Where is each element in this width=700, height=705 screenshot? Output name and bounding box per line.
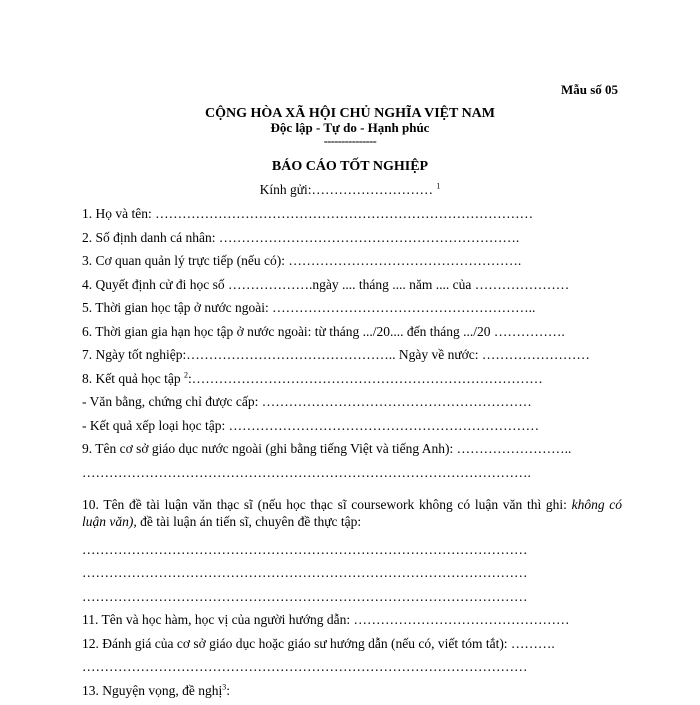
field-managing-agency[interactable]: 3. Cơ quan quản lý trực tiếp (nếu có): ……………………………………………. bbox=[82, 252, 622, 276]
field-graduation-date[interactable]: 7. Ngày tốt nghiệp:……………………………………….. Ngày về nước: …………………… bbox=[82, 346, 622, 370]
blank-spacer bbox=[82, 481, 622, 496]
nation-name: CỘNG HÒA XÃ HỘI CHỦ NGHĨA VIỆT NAM bbox=[0, 106, 700, 121]
field-study-decision[interactable]: 4. Quyết định cử đi học số ……………….ngày .... tháng .... năm .... của ………………… bbox=[82, 276, 622, 300]
field-academic-ranking[interactable]: - Kết quả xếp loại học tập: …………………………………………………………… bbox=[82, 417, 622, 441]
field-study-period[interactable]: 5. Thời gian học tập ở nước ngoài: ………………………………………………….. bbox=[82, 299, 622, 323]
field-supervisor[interactable]: 11. Tên và học hàm, học vị của người hướng dẫn: ………………………………………… bbox=[82, 611, 622, 635]
thesis-title-note: không có luận văn), bbox=[82, 497, 622, 529]
wishes-colon: : bbox=[226, 683, 230, 698]
field-foreign-institution-continued[interactable]: ………………………………………………………………………………………. bbox=[82, 464, 622, 481]
document-title: BÁO CÁO TỐT NGHIỆP bbox=[0, 159, 700, 175]
study-results-label: 8. Kết quả học tập bbox=[82, 371, 184, 386]
field-full-name[interactable]: 1. Họ và tên: ………………………………………………………………………… bbox=[82, 205, 622, 229]
form-number: Mẫu số 05 bbox=[561, 82, 618, 98]
field-study-results[interactable] bbox=[82, 370, 622, 394]
thesis-title-text: 10. Tên đề tài luận văn thạc sĩ (nếu học thạc sĩ coursework không có luận văn thì ghi: bbox=[82, 497, 572, 512]
field-extension-period[interactable]: 6. Thời gian gia hạn học tập ở nước ngoài: từ tháng .../20.... đến tháng .../20 ……………. bbox=[82, 323, 622, 347]
report-form-body bbox=[82, 205, 622, 705]
footnote-marker: 3 bbox=[222, 682, 226, 691]
thesis-title-text-end: đề tài luận án tiến sĩ, chuyên đề thực tập: bbox=[137, 514, 361, 529]
field-evaluation-continued[interactable]: ……………………………………………………………………………………… bbox=[82, 658, 622, 682]
field-thesis-title-line-1[interactable]: ……………………………………………………………………………………… bbox=[82, 541, 622, 565]
field-degree-certificate[interactable]: - Văn bằng, chứng chỉ được cấp: …………………………………………………… bbox=[82, 393, 622, 417]
header-divider: --------------- bbox=[0, 135, 700, 147]
field-thesis-title-line-2[interactable]: ……………………………………………………………………………………… bbox=[82, 564, 622, 588]
national-header bbox=[0, 106, 700, 147]
study-results-dots: :…………………………………………………………………… bbox=[188, 371, 543, 386]
greeting-line bbox=[0, 182, 700, 198]
national-motto: Độc lập - Tự do - Hạnh phúc bbox=[0, 121, 700, 135]
field-thesis-title-line-3[interactable]: ……………………………………………………………………………………… bbox=[82, 588, 622, 612]
footnote-marker: 2 bbox=[184, 370, 188, 379]
wishes-label: 13. Nguyện vọng, đề nghị bbox=[82, 683, 222, 698]
field-wishes[interactable] bbox=[82, 682, 622, 705]
field-personal-id[interactable]: 2. Số định danh cá nhân: …………………………………………………………. bbox=[82, 229, 622, 253]
footnote-marker: 1 bbox=[436, 182, 440, 191]
field-thesis-title[interactable] bbox=[82, 496, 622, 541]
greeting-text: Kính gửi:……………………… bbox=[260, 182, 437, 197]
field-foreign-institution[interactable]: 9. Tên cơ sở giáo dục nước ngoài (ghi bằng tiếng Việt và tiếng Anh): …………………….. bbox=[82, 440, 622, 464]
field-evaluation[interactable]: 12. Đánh giá của cơ sở giáo dục hoặc giáo sư hướng dẫn (nếu có, viết tóm tắt): ………. bbox=[82, 635, 622, 659]
